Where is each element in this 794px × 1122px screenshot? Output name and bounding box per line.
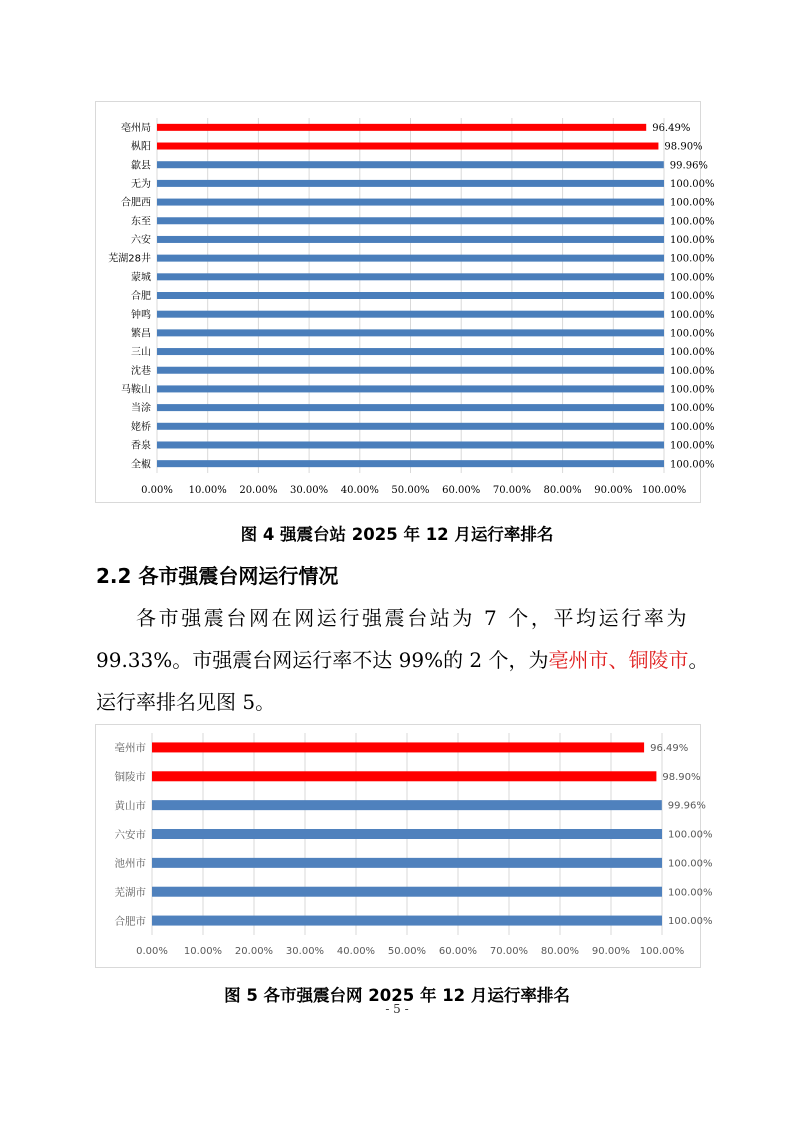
chart1-bar <box>157 329 664 336</box>
chart1-bar <box>157 292 664 299</box>
chart2-x-tick-label: 20.00% <box>234 946 274 957</box>
chart1-value-label: 100.00% <box>670 216 715 228</box>
chart1-x-tick-label: 10.00% <box>188 485 227 496</box>
highlighted-cities: 亳州市、铜陵市 <box>548 648 689 672</box>
chart2-category-label: 亳州市 <box>114 742 146 755</box>
chart2-category-label: 芜湖市 <box>114 886 146 899</box>
paragraph-line-2 <box>96 644 709 673</box>
chart1-category-label: 六安 <box>131 235 151 247</box>
chart2-bar <box>152 916 662 926</box>
chart2-bar <box>152 829 662 839</box>
chart1-bar <box>157 255 664 262</box>
chart2-category-label: 池州市 <box>114 857 146 870</box>
chart1-value-label: 100.00% <box>670 365 715 377</box>
page-number: - 5 - <box>385 1002 409 1016</box>
chart2-value-label: 100.00% <box>668 916 713 928</box>
chart1-value-label: 100.00% <box>670 403 715 415</box>
paragraph-line-1: 各市强震台网在网运行强震台站为 7 个，平均运行率为 <box>136 606 690 630</box>
chart1-value-label: 100.00% <box>670 328 715 340</box>
paragraph-line-2-end: 。 <box>688 648 709 672</box>
chart1-category-label: 芜湖28井 <box>108 253 151 265</box>
section-title: 2.2 各市强震台网运行情况 <box>96 564 339 588</box>
paragraph-line-2-text: 99.33%。市强震台网运行率不达 99%的 2 个，为 <box>96 648 549 672</box>
chart1-category-label: 钟鸣 <box>131 309 151 321</box>
chart1-value-label: 100.00% <box>670 291 715 303</box>
chart1-bar <box>157 385 664 392</box>
chart2-bar <box>152 800 662 810</box>
chart1-category-label: 枞阳 <box>131 141 151 153</box>
chart2-x-tick-label: 10.00% <box>183 946 223 957</box>
paragraph-line-3: 运行率排名见图 5。 <box>96 690 276 714</box>
chart2-value-label: 100.00% <box>668 829 713 841</box>
chart1-value-label: 100.00% <box>670 421 715 433</box>
chart1-category-label: 合肥 <box>131 291 151 303</box>
chart2-bar <box>152 771 656 781</box>
chart1-category-label: 香泉 <box>131 440 151 452</box>
chart1-category-label: 三山 <box>131 347 151 359</box>
chart2-bar <box>152 858 662 868</box>
chart2-x-tick-label: 50.00% <box>387 946 427 957</box>
chart1-bar <box>157 311 664 318</box>
chart-station-ranking-svg <box>96 102 715 502</box>
chart1-value-label: 100.00% <box>670 347 715 359</box>
chart1-x-tick-label: 0.00% <box>141 485 173 496</box>
chart2-x-tick-label: 30.00% <box>285 946 325 957</box>
chart2-x-tick-label: 60.00% <box>438 946 478 957</box>
chart2-x-tick-label: 90.00% <box>591 946 631 957</box>
chart1-category-label: 马鞍山 <box>121 384 151 396</box>
chart1-category-label: 歙县 <box>131 160 151 172</box>
chart2-value-label: 98.90% <box>662 771 701 783</box>
chart1-value-label: 98.90% <box>664 141 703 153</box>
chart1-bar <box>157 404 664 411</box>
figure-5-caption: 图 5 各市强震台网 2025 年 12 月运行率排名 <box>224 986 570 1005</box>
chart1-value-label: 100.00% <box>670 253 715 265</box>
chart1-x-tick-label: 60.00% <box>442 485 481 496</box>
chart1-bar <box>157 143 658 150</box>
chart1-category-label: 沈巷 <box>131 365 151 377</box>
chart1-category-label: 姥桥 <box>131 421 151 433</box>
chart1-x-tick-label: 40.00% <box>340 485 379 496</box>
chart1-bar <box>157 161 664 168</box>
chart1-value-label: 100.00% <box>670 309 715 321</box>
chart1-value-label: 100.00% <box>670 197 715 209</box>
chart2-value-label: 100.00% <box>668 887 713 899</box>
chart1-bar <box>157 423 664 430</box>
chart1-value-label: 100.00% <box>670 235 715 247</box>
chart1-category-label: 亳州局 <box>121 122 151 134</box>
chart1-category-label: 合肥西 <box>121 197 151 209</box>
chart1-value-label: 100.00% <box>670 440 715 452</box>
chart1-x-tick-label: 20.00% <box>239 485 278 496</box>
chart1-category-label: 当涂 <box>131 403 151 415</box>
chart2-x-tick-label: 80.00% <box>540 946 580 957</box>
chart1-x-tick-label: 50.00% <box>391 485 430 496</box>
chart2-x-tick-label: 70.00% <box>489 946 529 957</box>
chart2-category-label: 铜陵市 <box>114 771 146 784</box>
chart1-x-tick-label: 100.00% <box>641 485 687 496</box>
chart2-bar <box>152 742 644 752</box>
figure-4-caption: 图 4 强震台站 2025 年 12 月运行率排名 <box>240 525 554 544</box>
chart1-category-label: 繁昌 <box>131 328 151 340</box>
chart1-value-label: 100.00% <box>670 384 715 396</box>
chart1-x-tick-label: 70.00% <box>492 485 531 496</box>
chart2-value-label: 100.00% <box>668 858 713 870</box>
chart1-bar <box>157 217 664 224</box>
chart1-bar <box>157 367 664 374</box>
chart2-x-tick-label: 0.00% <box>136 946 168 957</box>
chart1-bar <box>157 124 646 131</box>
chart1-value-label: 96.49% <box>652 122 691 134</box>
chart1-value-label: 100.00% <box>670 459 715 471</box>
chart1-value-label: 99.96% <box>669 160 708 172</box>
chart-city-ranking <box>95 724 713 968</box>
chart1-category-label: 东至 <box>131 216 151 228</box>
chart1-category-label: 全椒 <box>131 459 151 471</box>
chart1-value-label: 100.00% <box>670 272 715 284</box>
chart1-value-label: 100.00% <box>670 178 715 190</box>
chart2-bar <box>152 887 662 897</box>
chart2-category-label: 六安市 <box>114 828 146 841</box>
chart1-x-tick-label: 90.00% <box>594 485 633 496</box>
chart1-bar <box>157 273 664 280</box>
chart2-category-label: 合肥市 <box>114 915 146 928</box>
chart1-x-tick-label: 80.00% <box>543 485 582 496</box>
chart2-value-label: 99.96% <box>667 800 706 812</box>
chart-station-ranking <box>95 101 715 503</box>
chart2-value-label: 96.49% <box>650 743 689 755</box>
chart1-bar <box>157 460 664 467</box>
chart1-bar <box>157 199 664 206</box>
chart1-bar <box>157 348 664 355</box>
chart2-category-label: 黄山市 <box>114 799 146 812</box>
chart-city-ranking-svg <box>96 725 713 967</box>
chart1-bar <box>157 441 664 448</box>
chart1-bar <box>157 180 664 187</box>
chart1-category-label: 蒙城 <box>131 272 151 284</box>
chart1-category-label: 无为 <box>131 178 151 190</box>
chart1-bar <box>157 236 664 243</box>
chart2-x-tick-label: 100.00% <box>639 946 685 957</box>
chart2-x-tick-label: 40.00% <box>336 946 376 957</box>
chart1-x-tick-label: 30.00% <box>290 485 329 496</box>
